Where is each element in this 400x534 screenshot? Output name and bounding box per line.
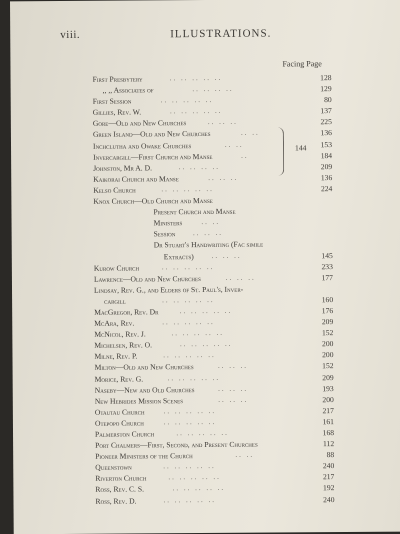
entry-leader-dots: .. .. .. .. .. bbox=[163, 350, 293, 362]
entry-label: Kurow Church bbox=[94, 262, 139, 273]
entry-label: Port Chalmers—First, Second, and Present Churches bbox=[95, 439, 258, 451]
entry-page: 192 bbox=[314, 483, 334, 494]
entry-label: Riverton Church bbox=[95, 473, 146, 484]
entry-leader-dots: .. .. .. .. .. bbox=[180, 305, 310, 317]
entry-page: 233 bbox=[313, 261, 333, 272]
entry-label: Inchclutha and Owake Churches bbox=[93, 140, 191, 152]
entry-page: 137 bbox=[312, 105, 332, 116]
entry-label: Naseby—New and Old Churches bbox=[95, 384, 195, 396]
entry-page: 209 bbox=[313, 316, 333, 327]
entry-leader-dots: .. .. .. bbox=[193, 227, 323, 239]
entry-leader-dots: .. .. .. .. .. bbox=[164, 416, 294, 428]
entry-page: 200 bbox=[314, 394, 334, 405]
entry-leader-dots: .. .. .. .. .. bbox=[180, 339, 310, 351]
entry-leader-dots: .. .. .. .. .. bbox=[171, 327, 301, 339]
entry-leader-dots: .. .. .. .. .. bbox=[161, 95, 291, 107]
entry-label: Present Church and Manse bbox=[153, 206, 235, 218]
entry-label: First Session bbox=[93, 96, 132, 107]
entry-leader-dots: .. .. .. .. .. bbox=[170, 72, 300, 84]
book-page bbox=[10, 0, 400, 534]
entry-page: 184 bbox=[312, 150, 332, 161]
entry-label: First Presbytery bbox=[93, 73, 143, 84]
list-item bbox=[13, 493, 400, 507]
entry-label: Johnston, Mr A. D. bbox=[93, 162, 152, 173]
entry-leader-dots: .. .. .. bbox=[218, 360, 348, 372]
entry-page: 112 bbox=[314, 438, 334, 449]
entry-label: Milton—Old and New Churches bbox=[95, 362, 194, 374]
entry-page: 177 bbox=[313, 272, 333, 283]
entry-leader-dots: .. .. bbox=[225, 139, 355, 151]
entry-page: 225 bbox=[312, 116, 332, 127]
entry-page: 160 bbox=[313, 294, 333, 305]
entry-label: Ross, Rev. C. S. bbox=[95, 484, 144, 495]
entry-label: Morice, Rev. G. bbox=[95, 373, 144, 384]
entry-label: Ministers bbox=[154, 217, 183, 228]
entry-leader-dots: .. .. .. .. .. bbox=[168, 472, 298, 484]
entry-label: Michelsen, Rev. O. bbox=[94, 340, 152, 351]
entry-page: 200 bbox=[313, 349, 333, 360]
entry-label: Queenstown bbox=[95, 462, 132, 473]
entry-label: Pioneer Ministers of the Church bbox=[95, 450, 193, 462]
entry-label: Lindsay, Rev. G., and Elders of St. Paul's, Inver- bbox=[94, 284, 243, 296]
entry-page: 136 bbox=[312, 128, 332, 139]
entry-label: Gore—Old and New Churches bbox=[93, 118, 186, 130]
entry-leader-dots: .. .. .. .. .. bbox=[168, 372, 298, 384]
entry-page: 209 bbox=[312, 161, 332, 172]
entry-page: 217 bbox=[314, 471, 334, 482]
entry-leader-dots: .. .. .. .. .. bbox=[164, 405, 294, 417]
entry-page: 217 bbox=[314, 405, 334, 416]
page-number: viii. bbox=[60, 29, 80, 41]
entry-label: Otepopo Church bbox=[95, 417, 144, 428]
page-title: ILLUSTRATIONS. bbox=[170, 28, 271, 41]
entry-label: Dr Stuart's Handwriting (Fac simile bbox=[154, 239, 264, 251]
entry-label: cargill bbox=[104, 295, 126, 306]
entry-leader-dots: .. bbox=[241, 150, 371, 162]
entry-leader-dots: .. .. .. bbox=[208, 116, 338, 128]
entry-page: 136 bbox=[312, 172, 332, 183]
entry-leader-dots: .. .. .. .. bbox=[192, 83, 322, 95]
entry-leader-dots: .. .. .. .. bbox=[179, 161, 309, 173]
entry-leader-dots: .. .. .. .. .. bbox=[163, 494, 293, 506]
entry-page: 193 bbox=[314, 383, 334, 394]
entry-label: Otautau Church bbox=[95, 406, 145, 417]
entry-label: Palmerston Church bbox=[95, 428, 154, 439]
entry-leader-dots: .. .. .. bbox=[212, 250, 342, 262]
entry-label: Extracts) bbox=[164, 251, 194, 262]
entry-leader-dots: .. .. .. bbox=[218, 383, 348, 395]
entry-label: Invercargill—First Church and Manse bbox=[93, 151, 212, 163]
entry-leader-dots: .. .. .. .. .. bbox=[162, 294, 292, 306]
entry-label: MacGregor, Rev. Dr bbox=[94, 306, 158, 317]
entry-leader-dots: .. .. .. .. .. bbox=[161, 183, 291, 195]
entry-label: Gillies, Rev. W. bbox=[93, 107, 141, 118]
page-header bbox=[60, 27, 380, 45]
entry-page: 240 bbox=[314, 494, 334, 505]
entry-label: McNicol, Rev. J. bbox=[94, 329, 145, 340]
entry-page: 209 bbox=[314, 372, 334, 383]
facing-page-label: Facing Page bbox=[282, 59, 321, 68]
entry-page: 88 bbox=[314, 449, 334, 460]
entry-page: 168 bbox=[314, 427, 334, 438]
entry-label: Ross, Rev. D. bbox=[95, 495, 136, 506]
entry-page: 145 bbox=[313, 250, 333, 261]
entry-label: Milne, Rev. P. bbox=[94, 351, 137, 362]
entry-leader-dots: .. .. bbox=[235, 449, 365, 461]
entry-leader-dots: .. .. bbox=[201, 216, 331, 228]
entry-page: 153 bbox=[312, 139, 332, 150]
entry-page: 80 bbox=[312, 94, 332, 105]
entry-label: Kaikorai Church and Manse bbox=[93, 173, 179, 185]
entry-label: Kelso Church bbox=[93, 184, 136, 195]
entry-page: 152 bbox=[314, 361, 334, 372]
entry-leader-dots: .. .. .. .. .. bbox=[162, 261, 292, 273]
entry-label: Knox Church—Old Church and Manse bbox=[93, 195, 213, 207]
entry-label: ,, ,, Associates of bbox=[103, 84, 154, 95]
entry-page: 240 bbox=[314, 460, 334, 471]
entry-leader-dots: .. .. .. .. .. bbox=[173, 483, 303, 495]
entry-page: 128 bbox=[312, 72, 332, 83]
entry-page: 161 bbox=[314, 416, 334, 427]
entry-page: 129 bbox=[312, 83, 332, 94]
entry-leader-dots: .. .. .. .. .. bbox=[163, 461, 293, 473]
knox-church-page: 144 bbox=[295, 143, 306, 152]
entry-leader-dots: .. .. .. bbox=[218, 394, 348, 406]
illustrations-list bbox=[11, 72, 400, 507]
entry-label: Lawrence—Old and New Churches bbox=[94, 273, 201, 285]
entry-label: Session bbox=[154, 229, 176, 240]
entry-page: 224 bbox=[312, 183, 332, 194]
entry-page: 176 bbox=[313, 305, 333, 316]
entry-leader-dots: .. .. .. bbox=[226, 272, 356, 284]
entry-leader-dots: .. .. .. .. .. bbox=[170, 106, 300, 118]
entry-label: New Hebrides Mission Scenes bbox=[95, 395, 183, 407]
entry-label: Green Island—Old and New Churches bbox=[93, 128, 211, 140]
knox-church-brace bbox=[277, 127, 284, 175]
entry-leader-dots: .. .. .. .. .. bbox=[162, 316, 292, 328]
entry-page: 152 bbox=[313, 327, 333, 338]
entry-leader-dots: .. .. bbox=[241, 127, 371, 139]
entry-leader-dots: .. .. .. bbox=[208, 172, 338, 184]
entry-page: 200 bbox=[313, 338, 333, 349]
entry-label: McAra, Rev. bbox=[94, 318, 134, 329]
entry-leader-dots: .. .. .. .. .. bbox=[176, 427, 306, 439]
